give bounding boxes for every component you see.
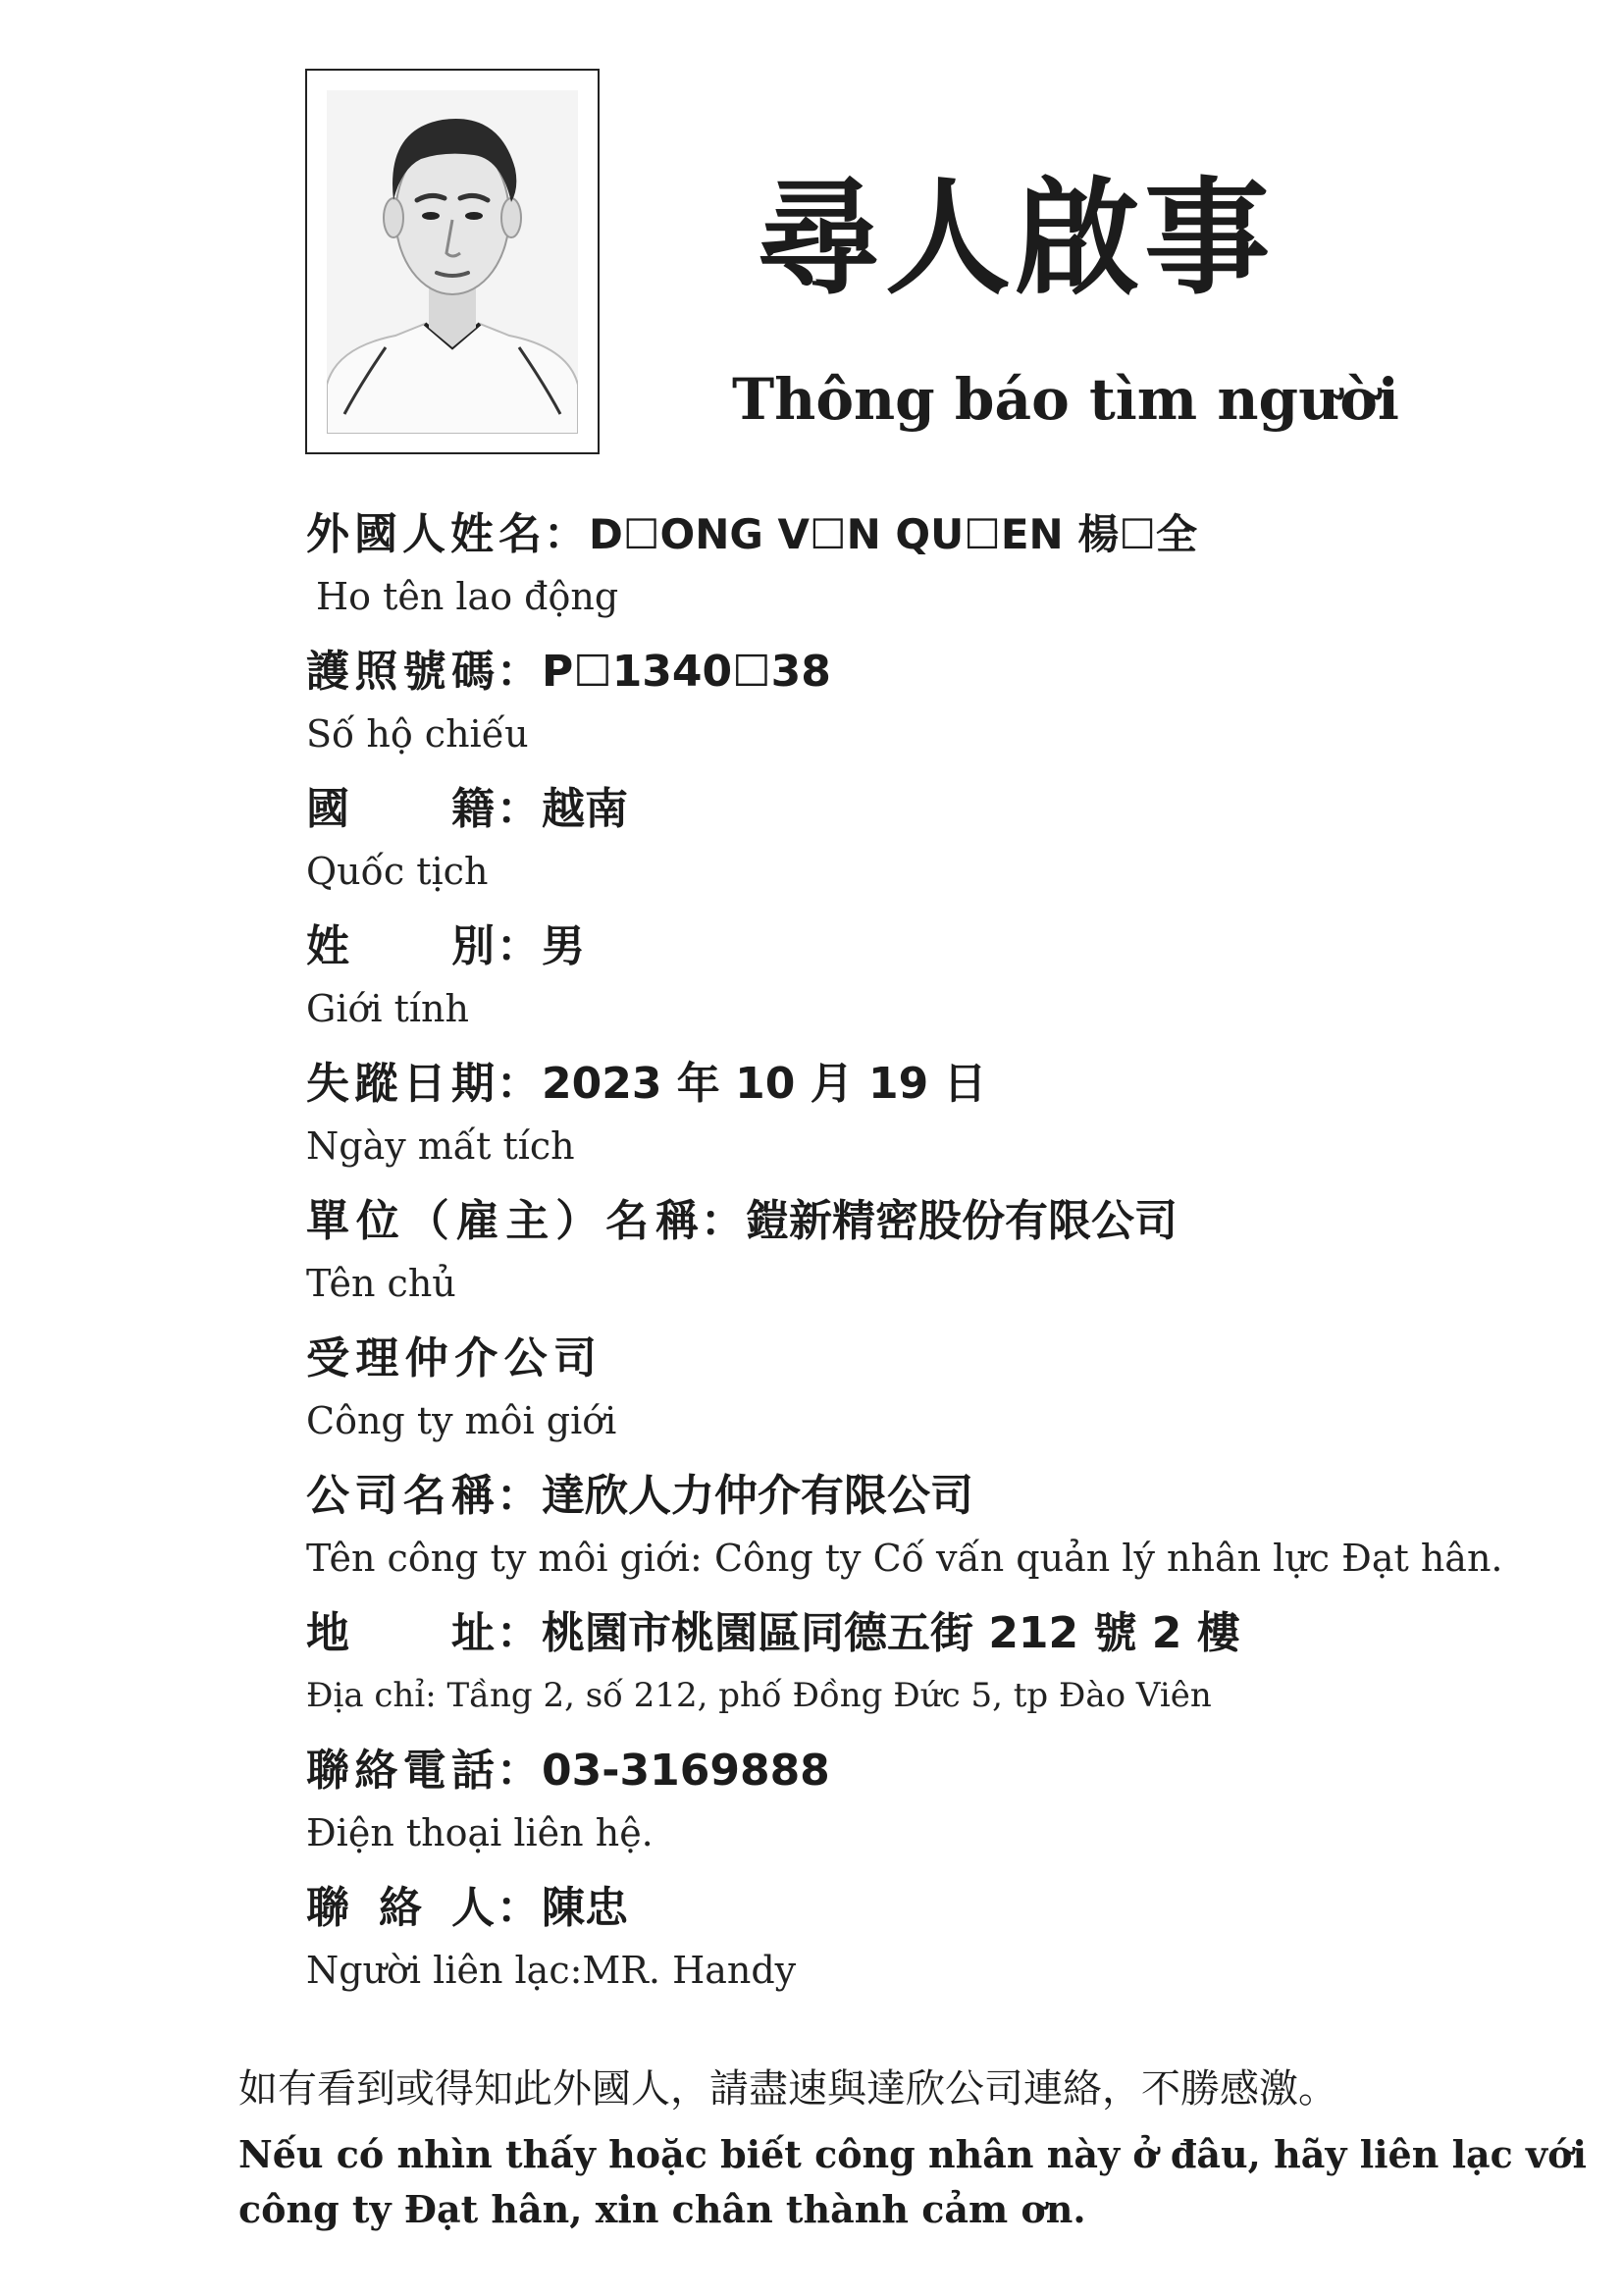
field-label: 地址	[306, 1608, 495, 1658]
field-subtitle: Điện thoại liên hệ.	[306, 1811, 654, 1854]
footer-note-cn: 如有看到或得知此外國人，請盡速與達欣公司連絡，不勝感激。	[238, 2066, 1337, 2112]
field-colon: ：	[497, 1883, 540, 1933]
field-subtitle: Quốc tịch	[306, 850, 489, 893]
field-label: 護照號碼	[306, 647, 495, 697]
page-title: 尋人啟事	[756, 166, 1275, 312]
field-label: 國籍	[306, 784, 495, 834]
field-missing-date	[306, 1050, 1543, 1187]
field-colon: ：	[497, 647, 540, 697]
field-label: 受理仲介公司	[306, 1333, 597, 1383]
field-value: 陳忠	[542, 1883, 628, 1933]
field-label: 聯絡電話	[306, 1746, 495, 1796]
footer-note-vi	[238, 2127, 1587, 2237]
field-value: 越南	[542, 784, 628, 834]
field-value: 鎧新精密股份有限公司	[746, 1196, 1178, 1246]
field-subtitle: Tên chủ	[306, 1262, 456, 1305]
field-subtitle: Tên công ty môi giới: Công ty Cố vấn quản lý nhân lực Đạt hân.	[306, 1537, 1503, 1580]
field-name	[306, 500, 1543, 638]
footer-note-vi-line: công ty Đạt hân, xin chân thành cảm ơn.	[238, 2187, 1086, 2231]
field-colon: ：	[497, 921, 540, 971]
field-value: 2023 年 10 月 19 日	[542, 1059, 987, 1109]
field-colon: ：	[497, 1471, 540, 1521]
field-colon: ：	[544, 509, 587, 559]
field-nationality	[306, 775, 1543, 913]
field-agency-heading	[306, 1325, 1543, 1462]
field-label: 姓別	[306, 921, 495, 971]
footer-note-vi-line: Nếu có nhìn thấy hoặc biết công nhân này ở đâu, hãy liên lạc với	[238, 2132, 1587, 2176]
field-label: 單位（雇主）名稱	[306, 1196, 699, 1246]
field-value: 男	[542, 921, 585, 971]
field-agency-name	[306, 1462, 1543, 1599]
footer-note	[238, 2059, 1587, 2237]
field-gender	[306, 913, 1543, 1050]
field-subtitle: Địa chỉ: Tầng 2, số 212, phố Đồng Đức 5, tp Đào Viên	[306, 1676, 1212, 1715]
field-label: 聯絡人	[306, 1883, 495, 1933]
field-subtitle: Công ty môi giới	[306, 1399, 617, 1442]
portrait-photo	[305, 69, 600, 454]
field-value: 達欣人力仲介有限公司	[542, 1471, 973, 1521]
field-label: 外國人姓名	[306, 509, 542, 559]
field-phone	[306, 1737, 1543, 1874]
field-address	[306, 1599, 1543, 1737]
page-subtitle: Thông báo tìm người	[732, 366, 1399, 433]
field-subtitle: Người liên lạc:MR. Handy	[306, 1949, 797, 1992]
field-employer	[306, 1187, 1543, 1325]
field-subtitle: Ngày mất tích	[306, 1124, 575, 1168]
field-passport	[306, 638, 1543, 775]
field-value: 03-3169888	[542, 1746, 830, 1796]
field-colon: ：	[701, 1196, 744, 1246]
field-value: P☐1340☐38	[542, 647, 831, 697]
field-subtitle: Ho tên lao động	[316, 575, 619, 618]
field-colon: ：	[497, 784, 540, 834]
field-label: 失蹤日期	[306, 1059, 495, 1109]
field-contact-person	[306, 1874, 1543, 2011]
field-subtitle: Số hộ chiếu	[306, 712, 529, 756]
field-subtitle: Giới tính	[306, 987, 469, 1030]
field-colon: ：	[497, 1059, 540, 1109]
field-value: 桃園市桃園區同德五街 212 號 2 樓	[542, 1608, 1240, 1658]
person-portrait-icon	[327, 90, 578, 434]
field-colon: ：	[497, 1746, 540, 1796]
field-colon: ：	[497, 1608, 540, 1658]
details-list	[306, 500, 1543, 2011]
field-value: D☐ONG V☐N QU☐EN 楊☐全	[589, 510, 1197, 558]
field-label: 公司名稱	[306, 1471, 495, 1521]
